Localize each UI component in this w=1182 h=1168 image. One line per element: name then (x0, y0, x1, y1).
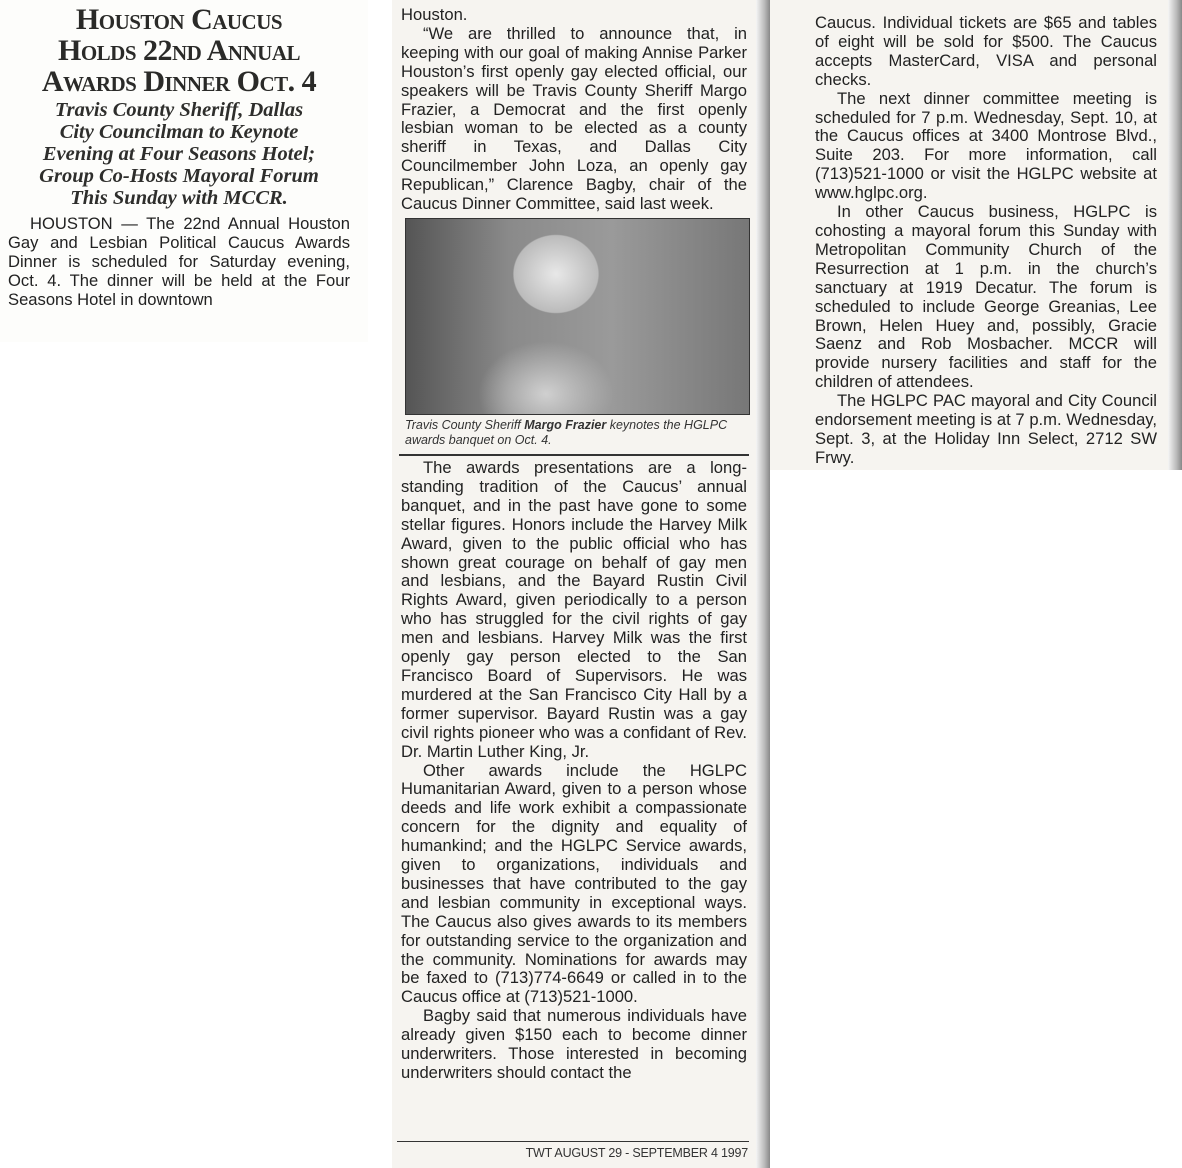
body-paragraph: HOUSTON — The 22nd Annual Houston Gay and Lesbian Political Caucus Awards Dinner is scheduled for Saturday evening, Oct. 4. The dinner will be held at the Four Seasons Hotel in downtown (8, 214, 350, 309)
publication-date: TWT AUGUST 29 - SEPTEMBER 4 1997 (525, 1146, 748, 1160)
caption-text: Travis County Sheriff (405, 418, 525, 432)
page-fold-shadow (756, 0, 770, 1168)
subheadline-line: City Councilman to Keynote (59, 121, 299, 143)
caption-text: keynotes the HGLPC awards banquet on Oct. 4. (405, 418, 728, 447)
column-2-bottom (401, 459, 747, 1083)
photo-caption (405, 418, 750, 448)
body-paragraph: Bagby said that numerous individuals have already given $150 each to become dinner underwriters. Those interested in becoming underwriters should contact the (401, 1006, 747, 1082)
subheadline-line: Group Co-Hosts Mayoral Forum (39, 165, 319, 187)
body-paragraph: Caucus. Individual tickets are $65 and tables of eight will be sold for $500. The Caucus accepts MasterCard, VISA and personal checks. (815, 13, 1157, 89)
divider (399, 454, 749, 456)
headline-line: Houston Caucus (75, 3, 283, 36)
page-edge-shadow (1168, 0, 1182, 470)
caption-name: Margo Frazier (524, 418, 607, 432)
body-paragraph: “We are thrilled to announce that, in keeping with our goal of making Annise Parker Houston’s first openly gay elected official, our speakers will be Travis County Sheriff Margo Frazier, a Democrat and the first openly lesbian woman to be elected as a county sheriff in Texas, and Dallas City Councilmember John Loza, an openly gay Republican,” Clarence Bagby, chair of the Caucus Dinner Committee, said last week. (401, 23, 747, 214)
body-paragraph: The awards presentations are a long-standing tradition of the Caucus’ annual banquet, and in the past have gone to some stellar figures. Honors include the Harvey Milk Award, given to the public official who has shown great courage on behalf of gay men and lesbians, and the Bayard Rustin Civil Rights Award, given periodically to a person who has struggled for the civil rights of gay men and lesbians. Harvey Milk was the first openly gay person elected to the San Francisco Board of Supervisors. He was murdered at the San Francisco City Hall by a former supervisor. Bayard Rustin was a gay civil rights pioneer who was a confidant of Rev. Dr. Martin Luther King, Jr. (401, 458, 747, 761)
subheadline-line: Travis County Sheriff, Dallas (54, 99, 304, 121)
subheadline (8, 99, 350, 209)
subheadline-line: This Sunday with MCCR. (70, 187, 288, 209)
body-paragraph: In other Caucus business, HGLPC is cohosting a mayoral forum this Sunday with Metropolitan Community Church of the Resurrection at 1 p.m. in the church’s sanctuary at 1919 Decatur. The forum is scheduled to include George Greanias, Lee Brown, Helen Huey and, possibly, Gracie Saenz and Rob Mosbacher. MCCR will provide nursery facilities and staff for the children of attendees. (815, 202, 1157, 392)
body-paragraph: The HGLPC PAC mayoral and City Council endorsement meeting is at 7 p.m. Wednesday, Sept. 3, at the Holiday Inn Select, 2712 SW Frwy. (815, 391, 1157, 467)
column-1 (8, 4, 350, 310)
headline-line: Awards Dinner Oct. 4 (41, 65, 317, 98)
headline-line: Holds 22nd Annual (57, 34, 301, 67)
body-paragraph: Houston. (401, 5, 468, 24)
subheadline-line: Evening at Four Seasons Hotel; (42, 143, 316, 165)
column-2-top (401, 6, 747, 214)
body-paragraph: The next dinner committee meeting is scheduled for 7 p.m. Wednesday, Sept. 10, at the Caucus offices at 3400 Montrose Blvd., Suite 203. For more information, call (713)521-1000 or visit the HGLPC website at www.hglpc.org. (815, 88, 1157, 203)
footer-divider (397, 1141, 749, 1142)
photo-margo-frazier (405, 218, 750, 415)
headline (8, 4, 350, 97)
body-paragraph: Other awards include the HGLPC Humanitarian Award, given to a person whose deeds and life work exhibit a compassionate concern for the dignity and equality of humankind; and the HGLPC Service awards, given to organizations, individuals and businesses that have contributed to the gay and lesbian community in exceptional ways. The Caucus also gives awards to its members for outstanding service to the organization and the community. Nominations for awards may be faxed to (713)774-6649 or called in to the Caucus office at (713)521-1000. (401, 760, 747, 1007)
column-3 (815, 14, 1157, 468)
